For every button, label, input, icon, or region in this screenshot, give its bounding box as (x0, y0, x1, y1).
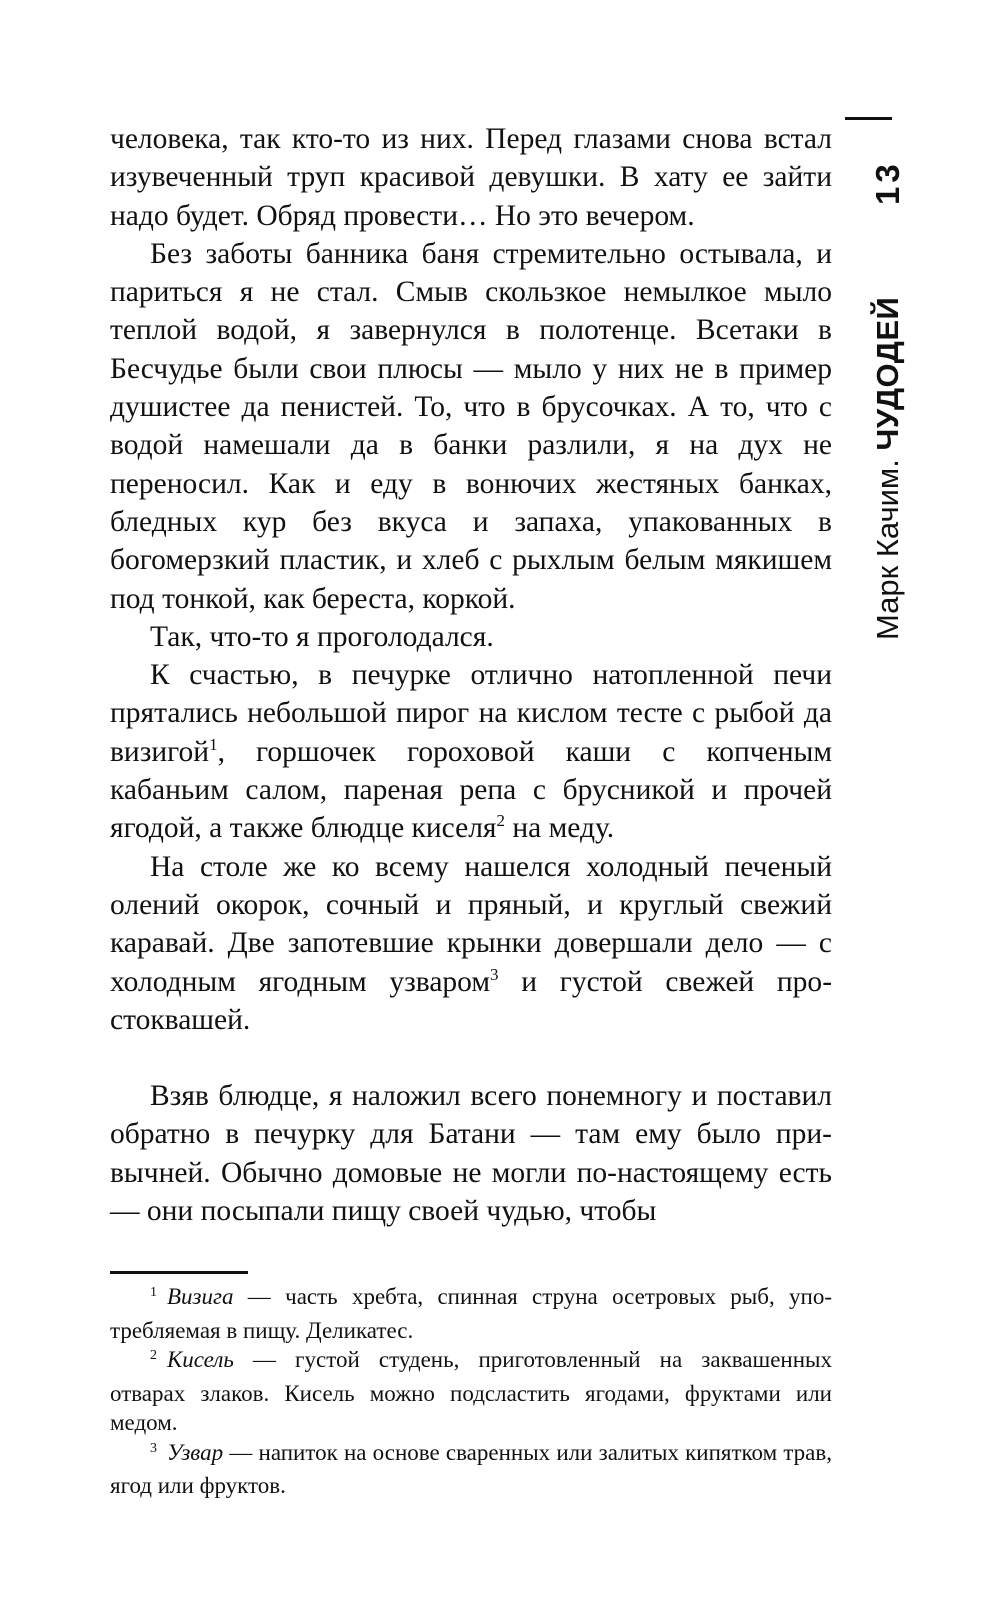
folio-rule (845, 117, 892, 120)
running-head-author: Марк Качим. (870, 459, 905, 640)
footnote-ref-3[interactable]: 3 (490, 964, 499, 984)
paragraph-4-part-b: , горшочек гороховой каши с копченым кабаньим салом, пареная репа с брусникой и прочей ягодой, а также блюдце киселя (110, 735, 832, 845)
footnote-number: 1 (150, 1285, 157, 1300)
footnote-text: — часть хребта, спинная струна осетровых рыб, употребляемая в пищу. Деликатес. (110, 1284, 832, 1343)
footnote-text: — густой студень, приготовленный на заквашенных отварах злаков. Кисель можно подсластить ягодами, фруктами или медом. (110, 1347, 832, 1435)
footnote-ref-2[interactable]: 2 (496, 811, 505, 831)
paragraph-4-part-c: на меду. (505, 812, 615, 845)
paragraph-2: Без заботы банника баня стремительно остывала, и париться я не стал. Смыв скользкое немылкое мыло теплой водой, я завернулся в полотенце. Всетаки в Бесчудье были свои плюсы — мыло у них не в пример душистее да пенистей. То, что в брусочках. А то, что с водой намешали да в банки разлили, я на дух не переносил. Как и еду в вонючих жестяных банках, бледных кур без вкуса и запаха, упакованных в богомерзкий пластик, и хлеб с рыхлым белым мякишем под тонкой, как береста, коркой. (110, 237, 832, 615)
running-head-text (868, 297, 908, 640)
footnote-ref-1[interactable]: 1 (209, 734, 218, 754)
paragraph-4 (110, 656, 832, 847)
footnote-1 (110, 1282, 832, 1345)
paragraph-5-part-b: и густой свежей простоквашей. (110, 965, 833, 1036)
footnotes (110, 1282, 832, 1501)
footnote-term: Узвар (167, 1439, 224, 1465)
paragraph-5-part-a: На столе же ко всему нашелся холодный печеный олений окорок, сочный и пряный, и круглый свежий каравай. Две запотевшие крынки довершали дело — с холодным ягодным узваром (110, 850, 832, 998)
running-head-title: ЧУДОДЕЙ (870, 296, 905, 451)
main-text (110, 120, 832, 1230)
footnote-number: 2 (150, 1348, 157, 1363)
footnote-divider (110, 1271, 248, 1274)
footnote-text: — напиток на основе сваренных или залитых кипятком трав, ягод или фруктов. (110, 1439, 832, 1498)
footnote-number: 3 (150, 1440, 157, 1456)
paragraph-6: Взяв блюдце, я наложил всего понемногу и поставил обратно в печурку для Батани — там ему было привычней. Обычно домовые не могли по-настоящему есть — они посыпали пищу своей чудью, чтобы (110, 1080, 832, 1228)
paragraph-4-part-a: К счастью, в печурке отлично натопленной печи прятались небольшой пирог на кислом тесте с рыбой да визигой (110, 659, 832, 768)
footnote-2 (110, 1345, 832, 1438)
paragraph-1: человека, так кто-то из них. Перед глазами снова встал изувеченный труп красивой девушки. В хату ее зайти надо будет. Обряд провести… Но это вечером. (110, 123, 832, 232)
footnote-3 (110, 1438, 832, 1501)
footnote-term: Кисель (167, 1347, 234, 1372)
paragraph-5 (110, 848, 832, 1039)
footnote-term: Визига (167, 1284, 234, 1309)
page-number-text: 13 (869, 160, 906, 205)
paragraph-3: Так, что-то я проголодался. (150, 620, 494, 653)
